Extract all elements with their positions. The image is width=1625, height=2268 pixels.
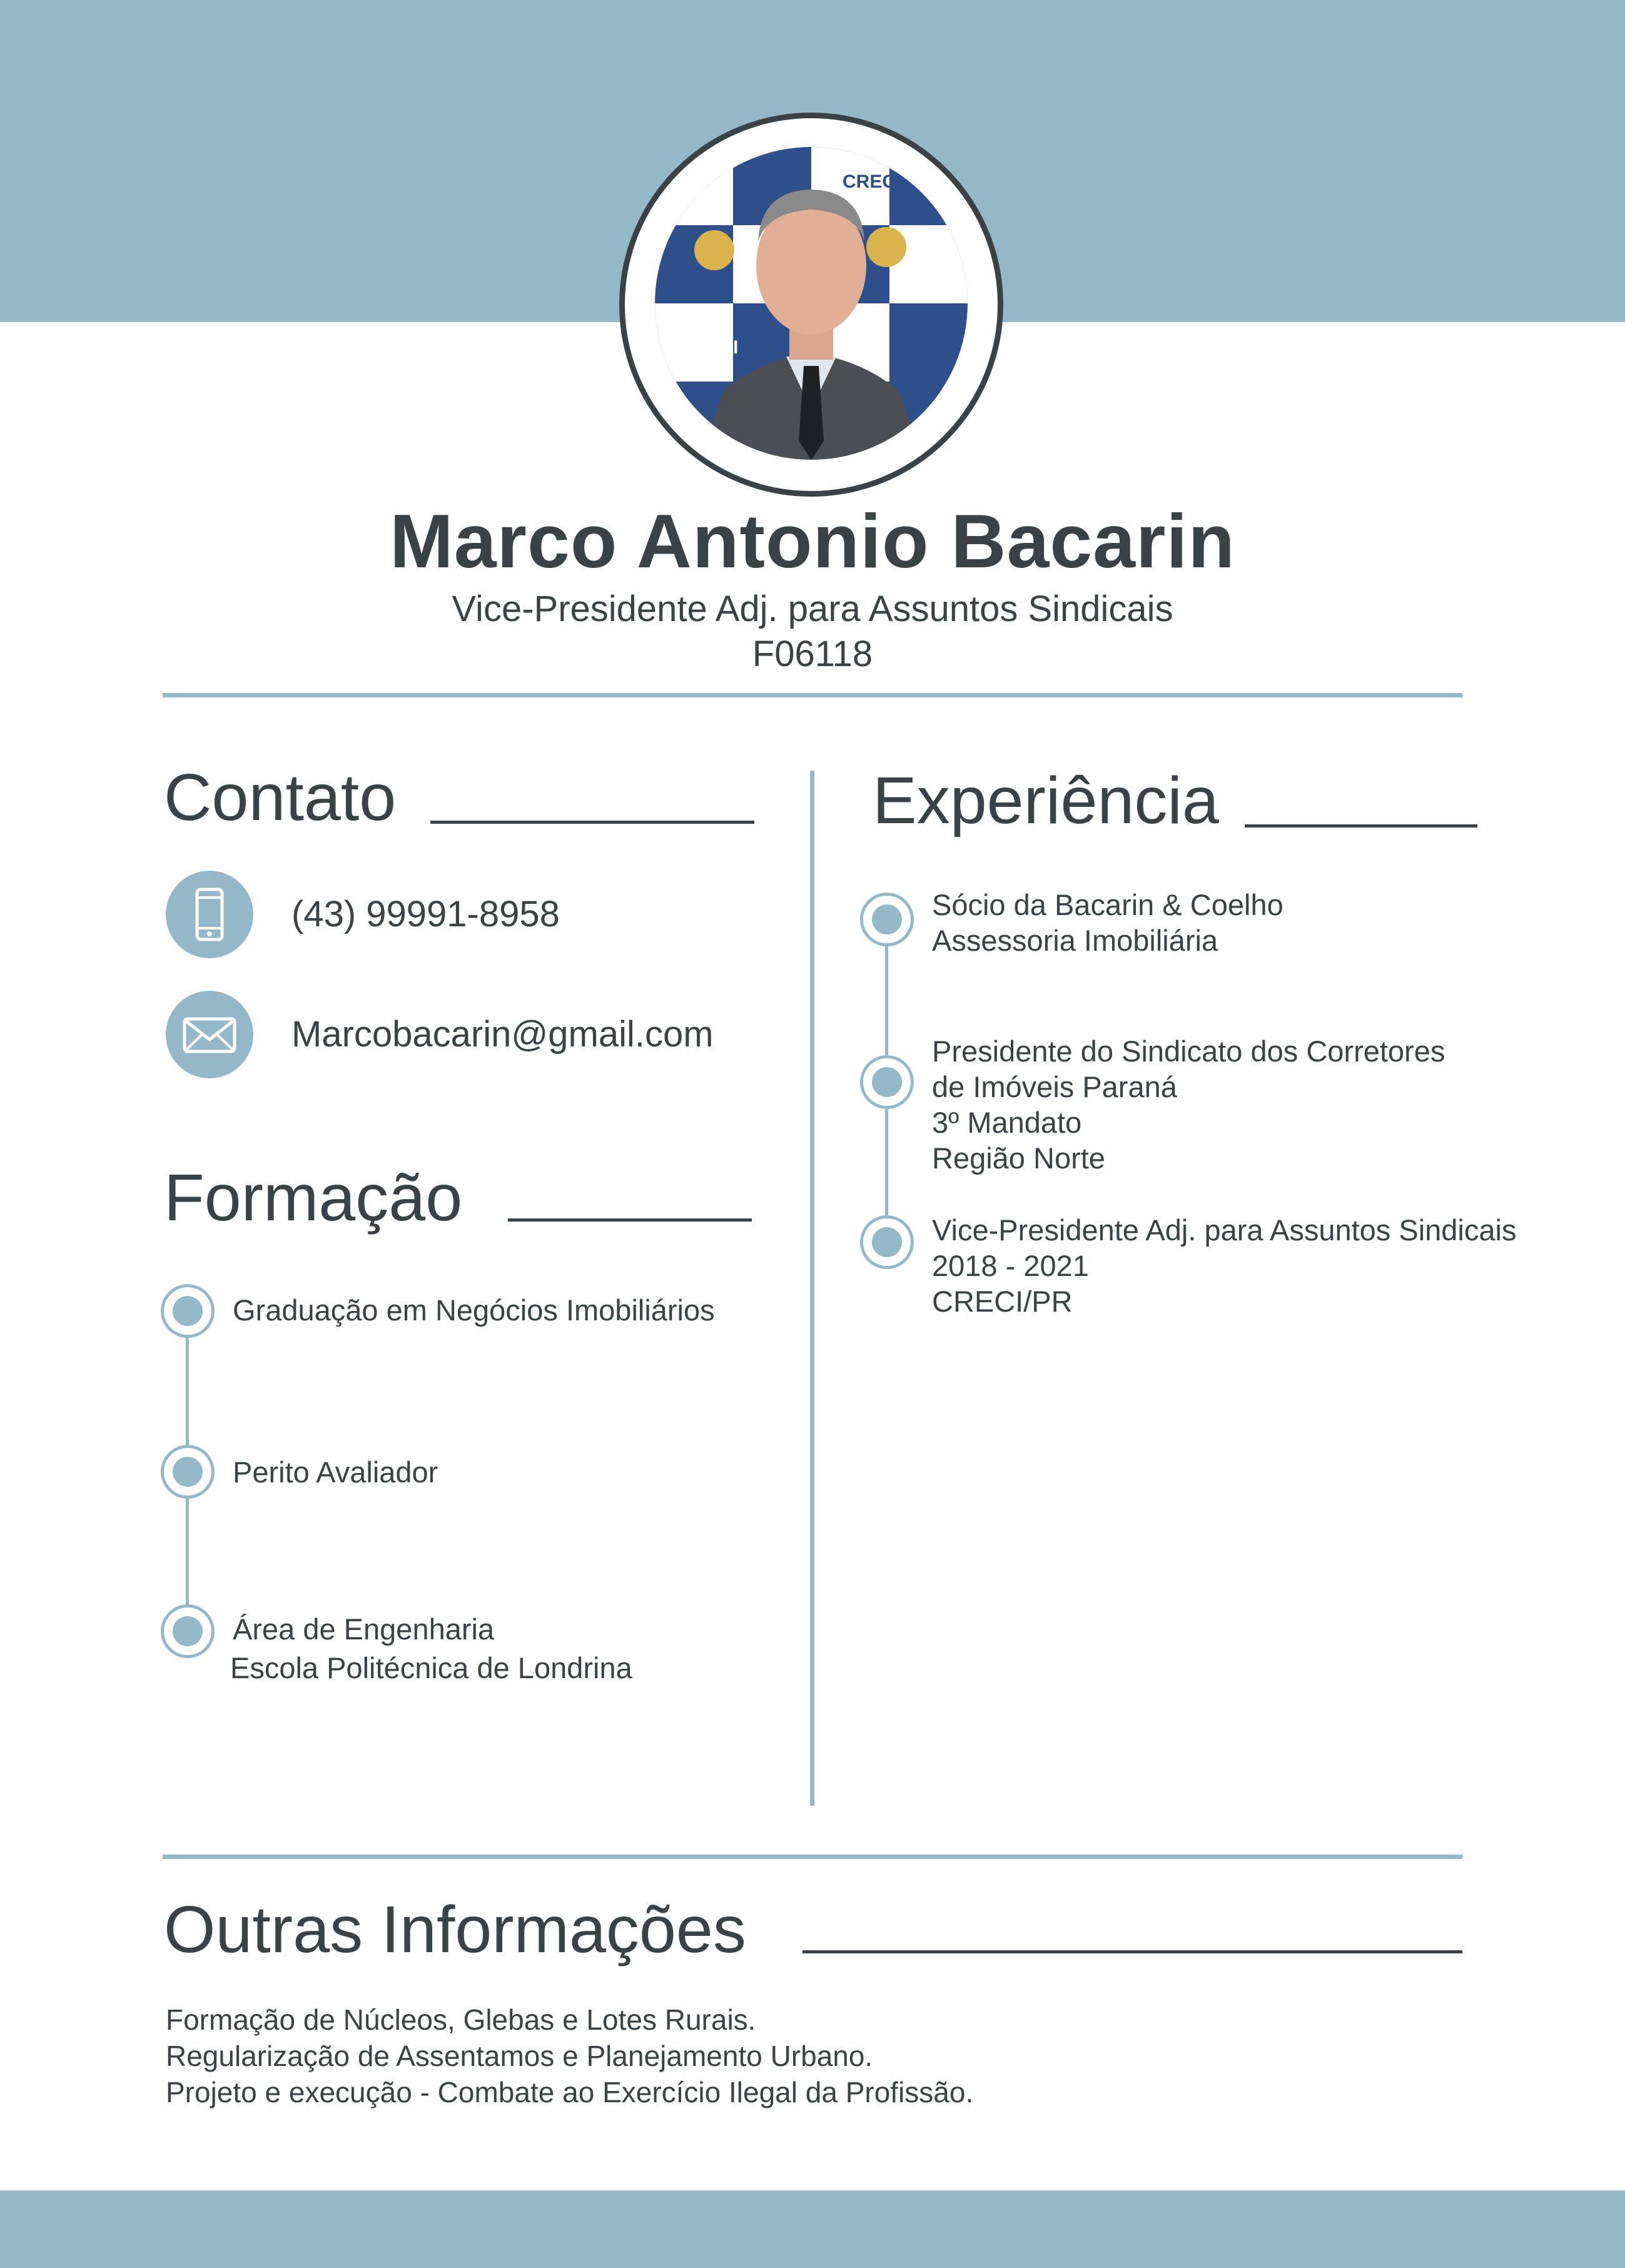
experience-item-line: de Imóveis Paraná: [932, 1070, 1177, 1103]
timeline-dot: [161, 1445, 215, 1499]
experience-heading-underline: [1245, 824, 1477, 828]
experience-item-line: 2018 - 2021: [932, 1249, 1089, 1282]
footer-band: [0, 2190, 1625, 2268]
experience-item-line: CRECI/PR: [932, 1285, 1073, 1318]
other-info-line: Regularização de Assentamos e Planejamento Urbano.: [166, 2040, 873, 2072]
education-heading: Formação: [164, 1161, 463, 1235]
education-item-line: Área de Engenharia: [233, 1612, 495, 1646]
other-heading-underline: [802, 1950, 1462, 1953]
other-info-line: Formação de Núcleos, Glebas e Lotes Rurais.: [166, 2003, 756, 2036]
other-info-line: Projeto e execução - Combate ao Exercício Ilegal da Profissão.: [166, 2076, 974, 2109]
timeline-dot: [860, 1215, 914, 1269]
experience-item: [932, 1212, 1516, 1319]
education-item: [233, 1454, 438, 1490]
experience-item: [932, 1033, 1445, 1176]
photo-backdrop-text: CRECI: [680, 337, 739, 358]
education-item-line: Perito Avaliador: [233, 1455, 438, 1489]
email-address[interactable]: Marcobacarin@gmail.com: [291, 1014, 714, 1055]
experience-item-line: 3º Mandato: [932, 1106, 1082, 1139]
education-item-line: Escola Politécnica de Londrina: [230, 1651, 632, 1684]
experience-item-line: Sócio da Bacarin & Coelho: [932, 888, 1283, 921]
education-item: [230, 1611, 632, 1686]
column-divider: [810, 771, 814, 1806]
education-heading-underline: [508, 1218, 752, 1222]
experience-item-line: Assessoria Imobiliária: [932, 924, 1218, 957]
other-heading: Outras Informações: [164, 1893, 746, 1967]
phone-number[interactable]: (43) 99991-8958: [291, 894, 560, 934]
other-info: [166, 2002, 973, 2110]
contact-heading: Contato: [164, 761, 397, 834]
experience-item-line: Região Norte: [932, 1142, 1105, 1175]
header-divider: [163, 693, 1462, 697]
timeline-dot: [161, 1604, 215, 1658]
education-item-line: Graduação em Negócios Imobiliários: [233, 1293, 715, 1327]
contact-heading-underline: [430, 821, 754, 824]
experience-item: [932, 887, 1283, 958]
timeline-dot: [860, 1055, 914, 1109]
profile-photo: [655, 147, 968, 460]
person-name: Marco Antonio Bacarin: [390, 499, 1235, 584]
phone-icon: [166, 871, 253, 958]
timeline-dot: [161, 1284, 215, 1338]
experience-item-line: Presidente do Sindicato dos Corretores: [932, 1035, 1445, 1068]
envelope-icon: [166, 991, 253, 1078]
experience-heading: Experiência: [873, 764, 1219, 838]
other-divider: [163, 1855, 1462, 1859]
person-code: F06118: [752, 634, 873, 674]
person-title: Vice-Presidente Adj. para Assuntos Sindicais: [452, 589, 1173, 629]
photo-backdrop-text: CRECI: [843, 171, 901, 192]
experience-item-line: Vice-Presidente Adj. para Assuntos Sindicais: [932, 1213, 1517, 1247]
timeline-dot: [860, 893, 914, 946]
education-item: [233, 1292, 715, 1328]
